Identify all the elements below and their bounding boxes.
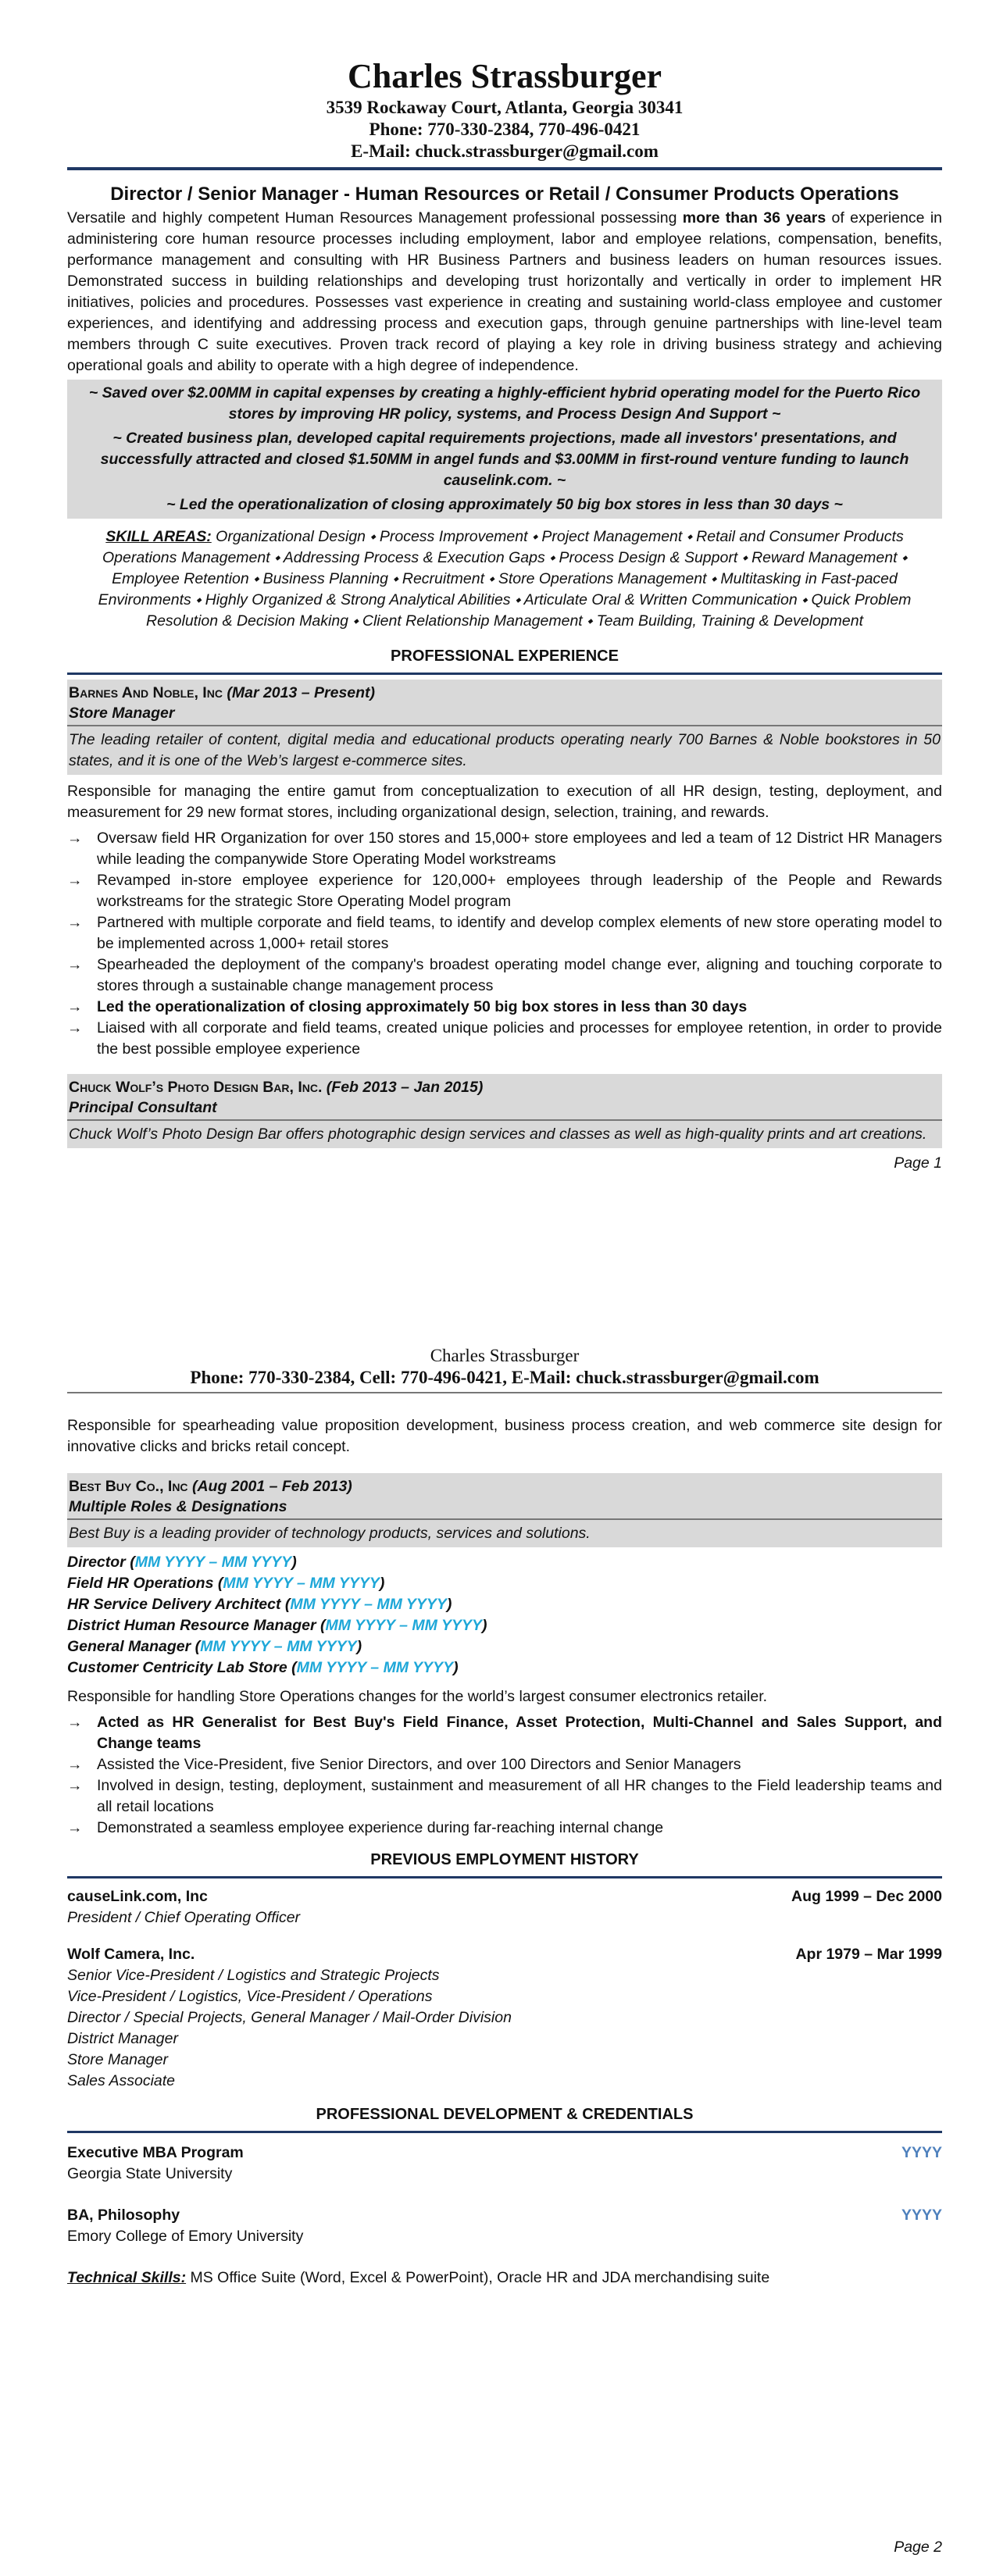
- job-title: Director / Special Projects, General Manager / Mail-Order Division: [67, 2009, 512, 2026]
- company-description: Chuck Wolf’s Photo Design Bar offers photographic design services and classes as well as high-quality prints and art creations.: [67, 1121, 942, 1148]
- arrow-icon: →: [67, 1019, 83, 1036]
- role-entry: District Human Resource Manager (MM YYYY – MM YYYY): [67, 1617, 487, 1634]
- list-item: → Involved in design, testing, deployment, sustainment and measurement of all HR changes to the Field leadership teams and all retail locations: [67, 1777, 942, 1815]
- job-title: Multiple Roles & Designations: [69, 1498, 287, 1515]
- school: Emory College of Emory University: [67, 2228, 304, 2245]
- summary-paragraph: Versatile and highly competent Human Resources Management professional possessing more than 36 years of experience in administering core human resource processes including employment, labor and employee relations, compensation, benefits, performance management and consulting with HR Business Partners and business leaders on human resources issues. Demonstrated success in building relationships and developing trust horizontally and vertically in order to implement HR initiatives, policies and procedures. Possesses vast experience in creating and sustaining world-class employee and customer experiences, and identifying and addressing process and execution gaps, through genuine partnerships with line-level team members through C suite executives. Proven track record of playing a key role in driving business strategy and achieving operational goals and ability to operate with a high degree of independence.: [67, 209, 942, 374]
- role-entry: Customer Centricity Lab Store (MM YYYY – MM YYYY): [67, 1659, 459, 1676]
- company-block-barnes-noble: [67, 680, 942, 725]
- section-divider: [67, 1876, 942, 1878]
- job-title: Senior Vice-President / Logistics and Strategic Projects: [67, 1967, 440, 1984]
- arrow-icon: →: [67, 1819, 83, 1836]
- responsibility-summary: Responsible for handling Store Operations changes for the world’s largest consumer electronics retailer.: [67, 1688, 768, 1705]
- role-entry: HR Service Delivery Architect (MM YYYY – MM YYYY): [67, 1596, 452, 1613]
- technical-skills-list: MS Office Suite (Word, Excel & PowerPoint), Oracle HR and JDA merchandising suite: [186, 2269, 770, 2286]
- technical-skills: [67, 2267, 942, 2289]
- technical-skills-label: Technical Skills:: [67, 2269, 187, 2286]
- company-dates: (Mar 2013 – Present): [222, 684, 376, 701]
- section-divider: [67, 673, 942, 675]
- education-entry: [67, 2205, 942, 2247]
- job-title: District Manager: [67, 2030, 178, 2047]
- education-entry: [67, 2143, 942, 2185]
- degree: BA, Philosophy: [67, 2207, 180, 2224]
- achievement: ~ Created business plan, developed capital requirements projections, made all investors' presentations, and successfully attracted and closed $1.50MM in angel funds and $3.00MM in first-round venture funding to launch causelink.com. ~: [100, 430, 909, 489]
- employment-dates: Aug 1999 – Dec 2000: [791, 1888, 942, 1905]
- job-title: Principal Consultant: [69, 1099, 217, 1116]
- degree: Executive MBA Program: [67, 2144, 244, 2161]
- list-item: → Led the operationalization of closing approximately 50 big box stores in less than 30 days: [67, 997, 942, 1018]
- header-divider: [67, 167, 942, 170]
- page-number: Page 2: [894, 2539, 942, 2556]
- achievement: ~ Saved over $2.00MM in capital expenses by creating a highly-efficient hybrid operating model for the Puerto Rico stores by improving HR policy, systems, and Process Design And Support ~: [88, 384, 921, 423]
- achievement-list: [67, 1712, 942, 1839]
- section-heading-credentials: PROFESSIONAL DEVELOPMENT & CREDENTIALS: [316, 2106, 694, 2123]
- role-entry: Director (MM YYYY – MM YYYY): [67, 1554, 297, 1571]
- employment-entry-wolf-camera: [67, 1944, 942, 2092]
- company-name: Wolf Camera, Inc.: [67, 1946, 195, 1963]
- skill-areas: [67, 526, 942, 632]
- phone: Phone: 770-330-2384, 770-496-0421: [369, 120, 641, 139]
- list-item: → Acted as HR Generalist for Best Buy's Field Finance, Asset Protection, Multi-Channel and Sales Support, and Change teams: [67, 1714, 942, 1752]
- company-name: Barnes And Noble, Inc: [69, 684, 223, 701]
- skill-areas-label: SKILL AREAS:: [105, 528, 212, 545]
- list-item: → Liaised with all corporate and field teams, created unique policies and processes for employee retention, in order to provide the best possible employee experience: [67, 1019, 942, 1058]
- company-description: Best Buy is a leading provider of technology products, services and solutions.: [67, 1520, 942, 1547]
- candidate-name: Charles Strassburger: [347, 57, 662, 95]
- job-title: Vice-President / Logistics, Vice-President / Operations: [67, 1988, 433, 2005]
- address: 3539 Rockaway Court, Atlanta, Georgia 30341: [326, 98, 684, 117]
- graduation-year: YYYY: [901, 2207, 942, 2224]
- list-item: → Partnered with multiple corporate and field teams, to identify and develop complex elements of new store operating model to be implemented across 1,000+ retail stores: [67, 914, 942, 952]
- job-title: Store Manager: [69, 705, 175, 722]
- page-number: Page 1: [894, 1154, 942, 1172]
- contact-line: Phone: 770-330-2384, Cell: 770-496-0421, E-Mail: chuck.strassburger@gmail.com: [190, 1368, 819, 1387]
- list-item: → Spearheaded the deployment of the company's broadest operating model change ever, aligning and touching corporate to stores through a sustainable change management process: [67, 956, 942, 994]
- arrow-icon: →: [67, 1756, 83, 1773]
- section-divider: [67, 2131, 942, 2133]
- arrow-icon: →: [67, 872, 83, 889]
- company-block-best-buy: [67, 1473, 942, 1518]
- achievement-list: [67, 828, 942, 1060]
- target-title: Director / Senior Manager - Human Resources or Retail / Consumer Products Operations: [110, 184, 899, 205]
- resume-page-1: [67, 56, 942, 1172]
- company-name: Best Buy Co., Inc: [69, 1478, 188, 1495]
- job-title: Store Manager: [67, 2051, 168, 2068]
- list-item: → Revamped in-store employee experience for 120,000+ employees through leadership of the People and Rewards workstreams for the strategic Store Operating Model program: [67, 872, 942, 910]
- key-achievements-box: [67, 380, 942, 519]
- arrow-icon: →: [67, 956, 83, 973]
- graduation-year: YYYY: [901, 2144, 942, 2161]
- school: Georgia State University: [67, 2165, 233, 2182]
- company-block-chuck-wolf: [67, 1074, 942, 1119]
- list-item: → Assisted the Vice-President, five Senior Directors, and over 100 Directors and Senior Managers: [67, 1754, 942, 1775]
- continuation-header: [67, 1345, 942, 1389]
- candidate-name: Charles Strassburger: [430, 1346, 580, 1365]
- header-divider: [67, 1392, 942, 1393]
- summary-highlight: more than 36 years: [682, 209, 826, 227]
- role-entry: Field HR Operations (MM YYYY – MM YYYY): [67, 1575, 385, 1592]
- company-description: The leading retailer of content, digital media and educational products operating nearly 700 Barnes & Noble bookstores in 50 states, and it is one of the Web’s largest e-commerce sites.: [67, 726, 942, 775]
- arrow-icon: →: [67, 1714, 83, 1731]
- responsibility-summary: Responsible for spearheading value proposition development, business process creation, and web commerce site design for innovative clicks and bricks retail concept.: [67, 1417, 942, 1455]
- company-dates: (Feb 2013 – Jan 2015): [322, 1079, 484, 1096]
- skill-areas-list: Organizational Design ⬩ Process Improvement ⬩ Project Management ⬩ Retail and Consumer Products Operations Management ⬩ Addressing Process & Execution Gaps ⬩ Process Design & Support ⬩ Reward Management ⬩ Employee Retention ⬩ Business Planning ⬩ Recruitment ⬩ Store Operations Management ⬩ Multitasking in Fast-paced Environments ⬩ Highly Organized & Strong Analytical Abilities ⬩ Articulate Oral & Written Communication ⬩ Quick Problem Resolution & Decision Making ⬩ Client Relationship Management ⬩ Team Building, Training & Development: [98, 528, 912, 630]
- job-title: President / Chief Operating Officer: [67, 1909, 301, 1926]
- section-heading-experience: PROFESSIONAL EXPERIENCE: [391, 648, 619, 665]
- resume-header: [67, 56, 942, 162]
- responsibility-summary: Responsible for managing the entire gamut from conceptualization to execution of all HR design, testing, deployment, and measurement for 29 new format stores, including organizational design, selection, training, and rewards.: [67, 783, 942, 821]
- arrow-icon: →: [67, 998, 83, 1015]
- role-entry: General Manager (MM YYYY – MM YYYY): [67, 1638, 362, 1655]
- company-name: causeLink.com, Inc: [67, 1888, 208, 1905]
- employment-dates: Apr 1979 – Mar 1999: [795, 1946, 942, 1963]
- arrow-icon: →: [67, 914, 83, 931]
- role-list: [67, 1552, 942, 1679]
- list-item: → Oversaw field HR Organization for over 150 stores and 15,000+ store employees and led a team of 12 District HR Managers while leading the companywide Store Operating Model workstreams: [67, 830, 942, 868]
- arrow-icon: →: [67, 1777, 83, 1794]
- company-dates: (Aug 2001 – Feb 2013): [187, 1478, 352, 1495]
- company-name: Chuck Wolf’s Photo Design Bar, Inc.: [69, 1079, 323, 1096]
- list-item: → Demonstrated a seamless employee experience during far-reaching internal change: [67, 1818, 942, 1839]
- arrow-icon: →: [67, 830, 83, 847]
- achievement: ~ Led the operationalization of closing approximately 50 big box stores in less than 30 days ~: [166, 496, 843, 513]
- job-title: Sales Associate: [67, 2072, 176, 2089]
- resume-page-2: [67, 1345, 942, 2289]
- email: E-Mail: chuck.strassburger@gmail.com: [351, 141, 659, 161]
- employment-entry-causelink: [67, 1886, 942, 1928]
- section-heading-previous-employment: PREVIOUS EMPLOYMENT HISTORY: [370, 1851, 639, 1868]
